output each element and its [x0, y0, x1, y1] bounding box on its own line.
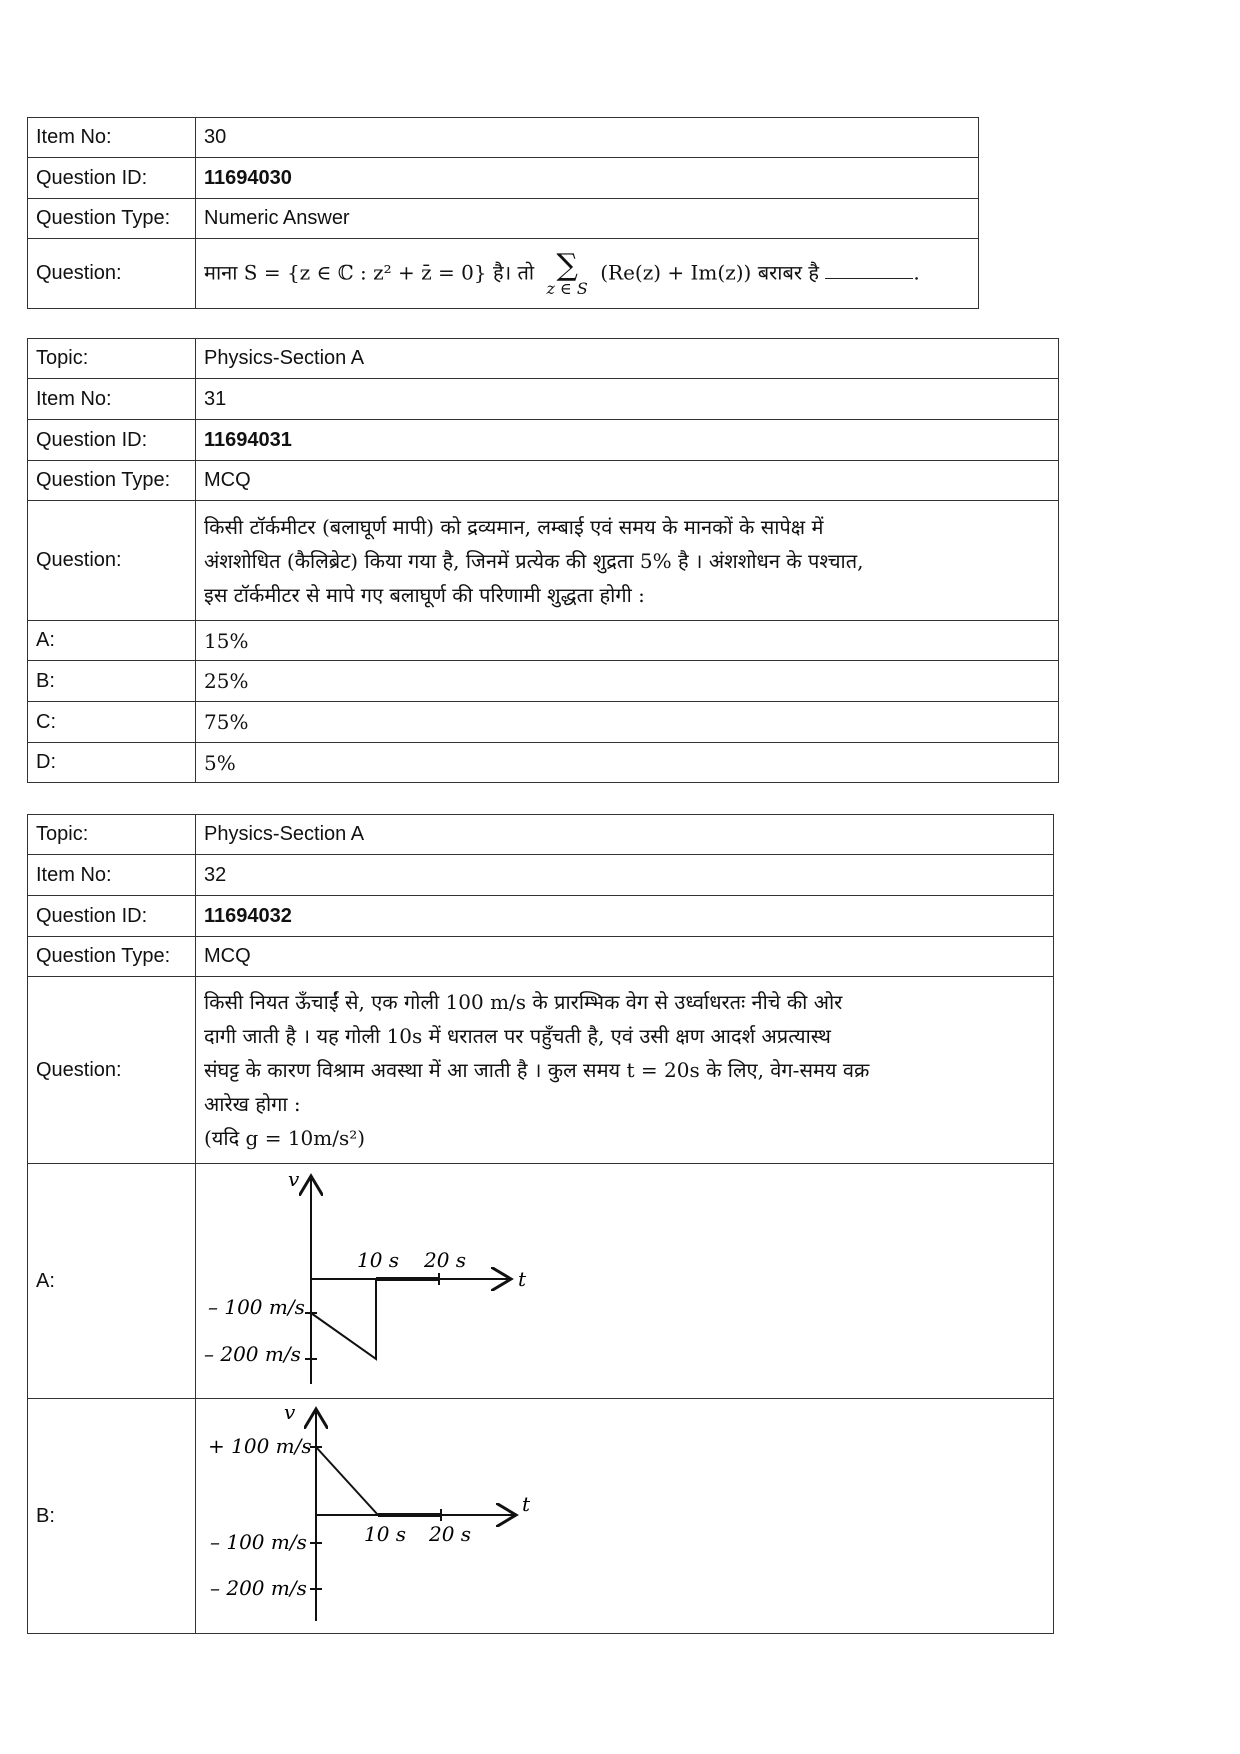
option-b-label: B:	[28, 1399, 196, 1634]
question-type-value: MCQ	[196, 461, 1059, 501]
question-line: संघट्ट के कारण विश्राम अवस्था में आ जाती है । कुल समय t = 20s के लिए, वेग-समय वक्र	[204, 1058, 870, 1082]
question-id-label: Question ID:	[28, 158, 196, 199]
item-no-label: Item No:	[28, 118, 196, 158]
option-c-value: 75%	[196, 702, 1059, 743]
question-type-row	[28, 937, 1054, 977]
item-no-label: Item No:	[28, 379, 196, 420]
option-b-row	[28, 661, 1059, 702]
question-part1: माना S = {z ∈ ℂ : z² + z̄ = 0} है। तो	[204, 260, 535, 284]
option-a-graph-cell	[196, 1164, 1054, 1399]
label-20s: 20 s	[429, 1522, 472, 1546]
question-id-row	[28, 420, 1059, 461]
option-d-value: 5%	[196, 743, 1059, 783]
item-no-value: 30	[196, 118, 979, 158]
option-c-row	[28, 702, 1059, 743]
graph-a	[196, 1164, 526, 1392]
question-30-table	[27, 117, 979, 309]
summation	[546, 247, 588, 298]
question-row	[28, 977, 1054, 1164]
topic-label: Topic:	[28, 339, 196, 379]
option-b-graph-cell	[196, 1399, 1054, 1634]
question-row	[28, 239, 979, 309]
topic-row	[28, 815, 1054, 855]
option-b-label: B:	[28, 661, 196, 702]
topic-value: Physics-Section A	[196, 815, 1054, 855]
question-type-row	[28, 461, 1059, 501]
question-type-row	[28, 199, 979, 239]
option-a-value: 15%	[196, 621, 1059, 661]
question-31-table	[27, 338, 1059, 783]
velocity-decline	[316, 1447, 378, 1515]
question-row	[28, 501, 1059, 621]
label-m100: – 100 m/s	[210, 1530, 307, 1554]
option-d-label: D:	[28, 743, 196, 783]
question-id-value: 11694030	[196, 158, 979, 199]
question-id-row	[28, 158, 979, 199]
question-type-label: Question Type:	[28, 199, 196, 239]
label-t: t	[522, 1492, 531, 1516]
label-p100: + 100 m/s	[208, 1434, 312, 1458]
topic-row	[28, 339, 1059, 379]
question-part2: (Re(z) + Im(z)) बराबर है	[600, 260, 820, 284]
label-v: v	[284, 1400, 296, 1424]
graph-b	[196, 1399, 531, 1627]
item-no-row	[28, 855, 1054, 896]
question-type-value: MCQ	[196, 937, 1054, 977]
question-type-label: Question Type:	[28, 937, 196, 977]
question-label: Question:	[28, 501, 196, 621]
answer-blank	[825, 258, 913, 279]
question-id-label: Question ID:	[28, 896, 196, 937]
label-10s: 10 s	[357, 1248, 400, 1272]
velocity-curve	[311, 1279, 439, 1359]
label-10s: 10 s	[364, 1522, 407, 1546]
label-t: t	[518, 1267, 527, 1291]
question-id-row	[28, 896, 1054, 937]
label-m200: – 200 m/s	[210, 1576, 307, 1600]
question-label: Question:	[28, 239, 196, 309]
item-no-row	[28, 118, 979, 158]
item-no-value: 32	[196, 855, 1054, 896]
item-no-row	[28, 379, 1059, 420]
question-line: किसी नियत ऊँचाईं से, एक गोली 100 m/s के प्रारम्भिक वेग से उर्ध्वाधरतः नीचे की ओर	[204, 990, 843, 1014]
question-line: अंशशोधित (कैलिब्रेट) किया गया है, जिनमें प्रत्येक की शुद्रता 5% है । अंशशोधन के पश्चात,	[204, 548, 864, 573]
question-line: (यदि g = 10m/s²)	[204, 1126, 366, 1150]
question-label: Question:	[28, 977, 196, 1164]
topic-value: Physics-Section A	[196, 339, 1059, 379]
question-type-value: Numeric Answer	[196, 199, 979, 239]
option-a-row	[28, 1164, 1054, 1399]
question-id-value: 11694032	[196, 896, 1054, 937]
label-20s: 20 s	[424, 1248, 467, 1272]
question-text	[196, 501, 1059, 621]
label-m200: – 200 m/s	[204, 1342, 301, 1366]
question-id-value: 11694031	[196, 420, 1059, 461]
question-line: आरेख होगा :	[204, 1092, 301, 1116]
option-c-label: C:	[28, 702, 196, 743]
item-no-value: 31	[196, 379, 1059, 420]
question-line: दागी जाती है । यह गोली 10s में धरातल पर पहुँचती है, एवं उसी क्षण आदर्श अप्रत्यास्थ	[204, 1024, 831, 1048]
sigma-symbol: ∑	[556, 247, 578, 283]
question-id-label: Question ID:	[28, 420, 196, 461]
label-m100: – 100 m/s	[208, 1295, 305, 1319]
item-no-label: Item No:	[28, 855, 196, 896]
option-a-row	[28, 621, 1059, 661]
question-text	[196, 239, 979, 309]
option-b-row	[28, 1399, 1054, 1634]
question-type-label: Question Type:	[28, 461, 196, 501]
option-d-row	[28, 743, 1059, 783]
question-line: किसी टॉर्कमीटर (बलाघूर्ण मापी) को द्रव्यमान, लम्बाई एवं समय के मानकों के सापेक्ष में	[204, 514, 824, 539]
topic-label: Topic:	[28, 815, 196, 855]
question-text	[196, 977, 1054, 1164]
option-a-label: A:	[28, 621, 196, 661]
question-line: इस टॉर्कमीटर से मापे गए बलाघूर्ण की परिणामी शुद्धता होगी :	[204, 582, 645, 607]
question-end: .	[913, 260, 920, 284]
option-a-label: A:	[28, 1164, 196, 1399]
label-v: v	[288, 1167, 300, 1191]
question-32-table	[27, 814, 1054, 1634]
sigma-subscript: z ∈ S	[546, 278, 588, 298]
option-b-value: 25%	[196, 661, 1059, 702]
